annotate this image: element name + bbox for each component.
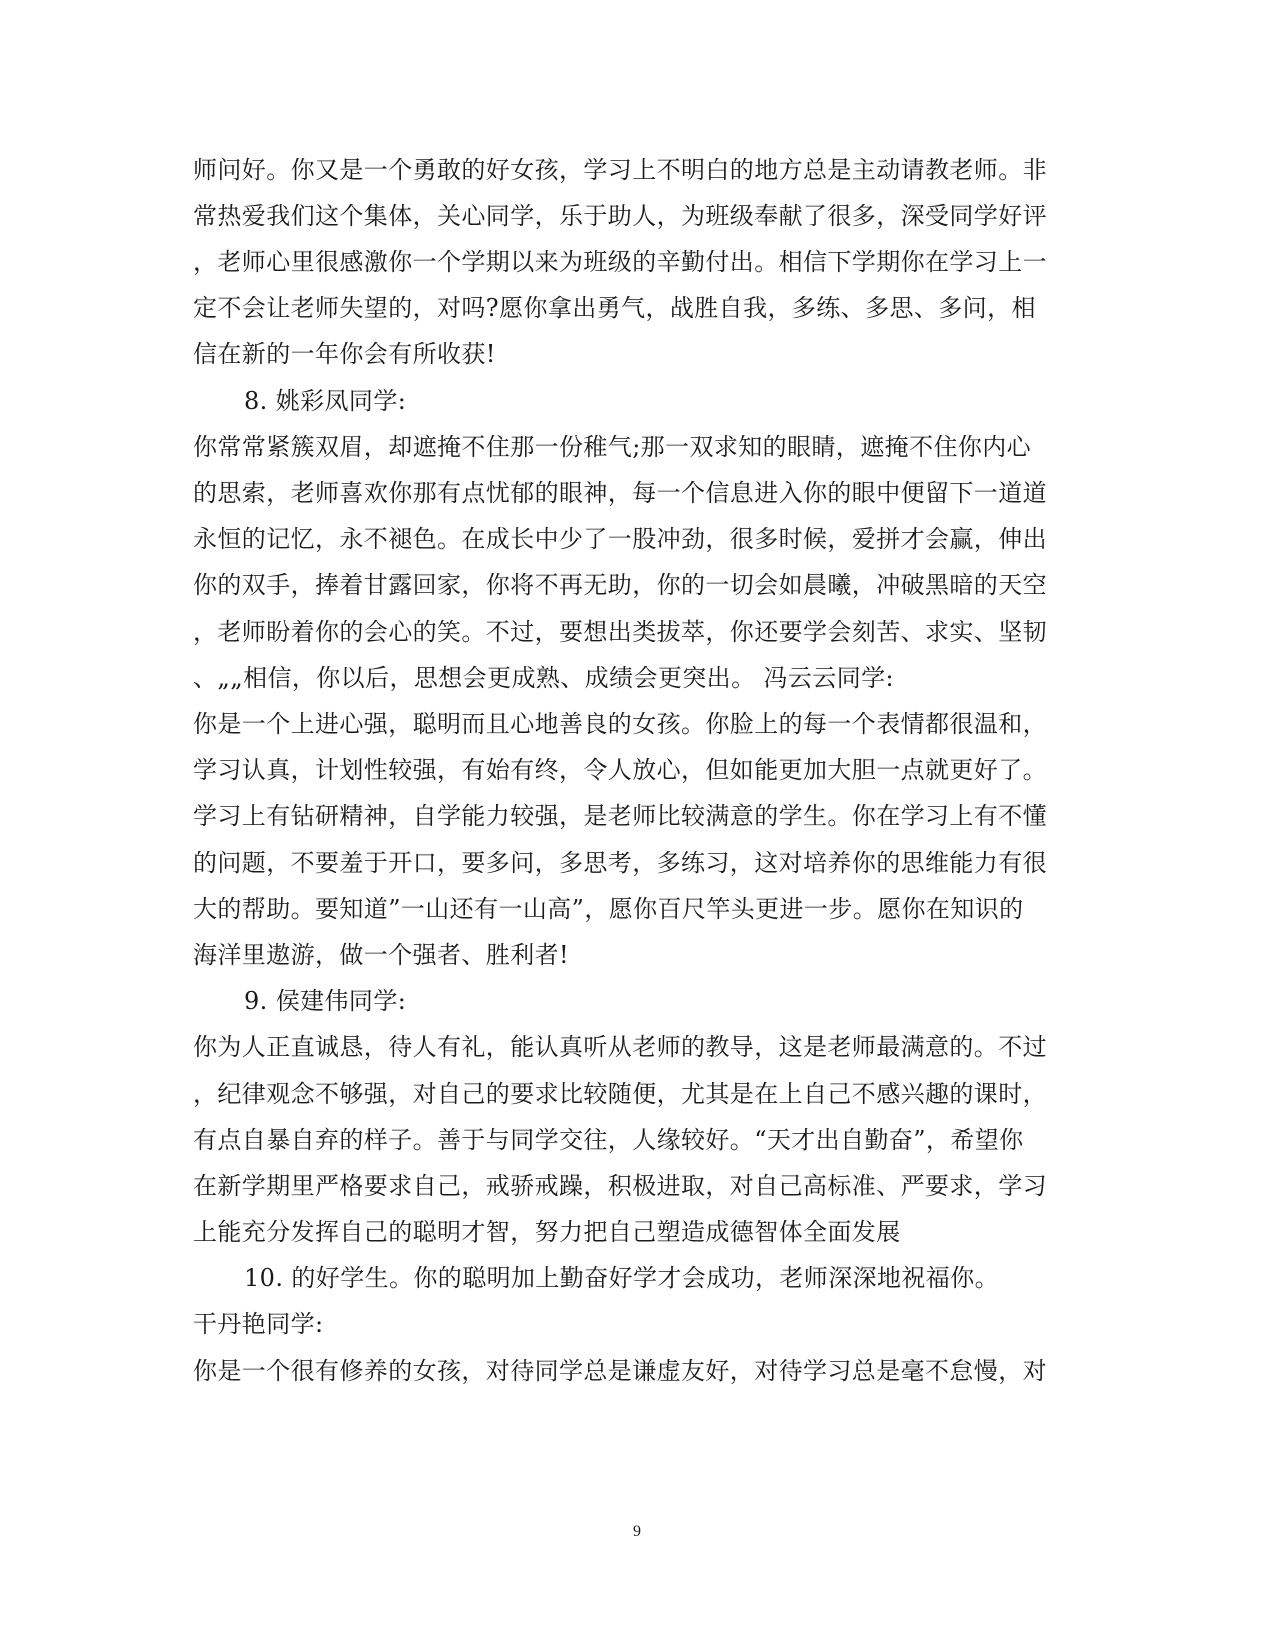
text-line: 的思索，老师喜欢你那有点忧郁的眼神，每一个信息进入你的眼中便留下一道道 — [193, 479, 1047, 507]
text-line: 大的帮助。要知道”一山还有一山高”，愿你百尺竿头更进一步。愿你在知识的 — [193, 895, 1024, 923]
text-line: ，老师盼着你的会心的笑。不过，要想出类拔萃，你还要学会刻苦、求实、坚韧 — [193, 618, 1047, 646]
text-line: 学习认真，计划性较强，有始有终，令人放心，但如能更加大胆一点就更好了。 — [193, 756, 1047, 784]
text-line: 师问好。你又是一个勇敢的好女孩，学习上不明白的地方总是主动请教老师。非 — [193, 156, 1047, 184]
text-line: 定不会让老师失望的，对吗?愿你拿出勇气，战胜自我，多练、多思、多问，相 — [193, 294, 1036, 322]
text-line: 你的双手，捧着甘露回家，你将不再无助，你的一切会如晨曦，冲破黑暗的天空 — [193, 571, 1047, 599]
text-line: 永恒的记忆，永不褪色。在成长中少了一股冲劲，很多时候，爱拼才会赢，伸出 — [193, 525, 1047, 553]
page-number: 9 — [633, 1523, 641, 1540]
text-line: 你常常紧簇双眉，却遮掩不住那一份稚气;那一双求知的眼睛，遮掩不住你内心 — [193, 433, 1032, 461]
text-line: 你是一个很有修养的女孩，对待同学总是谦虚友好，对待学习总是毫不怠慢，对 — [193, 1357, 1047, 1385]
text-line: ，老师心里很感激你一个学期以来为班级的辛勤付出。相信下学期你在学习上一 — [193, 248, 1047, 276]
list-item-heading: 8. 姚彩凤同学: — [244, 387, 407, 415]
list-item-heading: 10. 的好学生。你的聪明加上勤奋好学才会成功，老师深深地祝福你。 — [244, 1264, 999, 1292]
text-line: 、„„相信，你以后，思想会更成熟、成绩会更突出。 冯云云同学: — [193, 664, 894, 692]
text-line: ，纪律观念不够强，对自己的要求比较随便，尤其是在上自己不感兴趣的课时， — [193, 1080, 1047, 1108]
text-line: 干丹艳同学: — [193, 1310, 324, 1338]
text-line: 的问题，不要羞于开口，要多问，多思考，多练习，这对培养你的思维能力有很 — [193, 849, 1047, 877]
text-line: 你为人正直诚恳，待人有礼，能认真听从老师的教导，这是老师最满意的。不过 — [193, 1033, 1047, 1061]
text-line: 上能充分发挥自己的聪明才智，努力把自己塑造成德智体全面发展 — [193, 1218, 901, 1246]
list-item-heading: 9. 侯建伟同学: — [244, 987, 407, 1015]
text-line: 常热爱我们这个集体，关心同学，乐于助人，为班级奉献了很多，深受同学好评 — [193, 202, 1047, 230]
text-line: 学习上有钻研精神，自学能力较强，是老师比较满意的学生。你在学习上有不懂 — [193, 802, 1047, 830]
text-line: 你是一个上进心强，聪明而且心地善良的女孩。你脸上的每一个表情都很温和， — [193, 710, 1047, 738]
text-line: 有点自暴自弃的样子。善于与同学交往，人缘较好。“天才出自勤奋”，希望你 — [193, 1126, 1024, 1154]
text-line: 信在新的一年你会有所收获! — [193, 340, 496, 368]
text-line: 海洋里遨游，做一个强者、胜利者! — [193, 941, 570, 969]
text-line: 在新学期里严格要求自己，戒骄戒躁，积极进取，对自己高标准、严要求，学习 — [193, 1172, 1047, 1200]
